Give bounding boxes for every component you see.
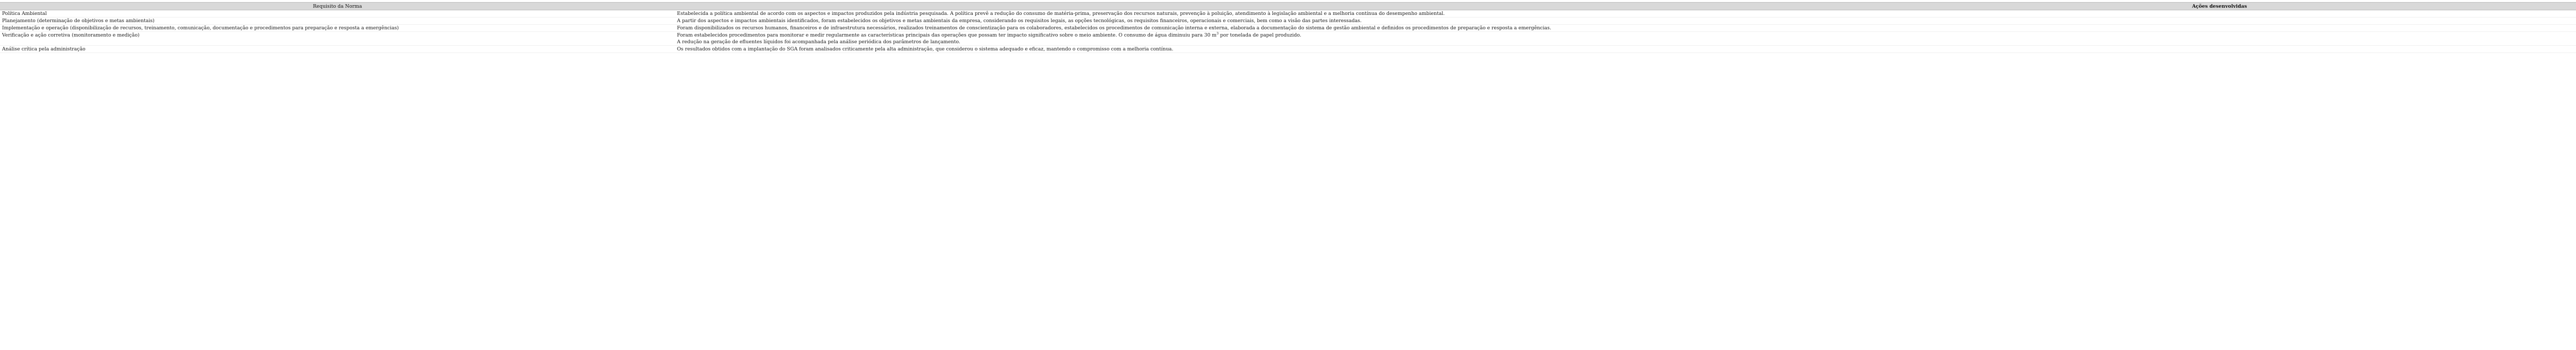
acoes-line: A partir dos aspectos e impactos ambientais identificados, foram estabelecidos os objetivos e metas ambientais da empresa, considerando os requisitos legais, as opções tecnológicas, os requisitos financeiros, operacionais e comerciais, bem como a visão das partes interessadas.	[677, 18, 1362, 24]
table-row	[0, 10, 2576, 18]
acoes-cell	[675, 32, 2576, 46]
acoes-text-tail: por tonelada de papel produzido.	[1218, 32, 1301, 38]
acoes-cell	[675, 18, 2576, 25]
acoes-line: A redução na geração de efluentes líquidos foi acompanhada pela análise periódica dos parâmetros de lançamento.	[677, 39, 960, 45]
acoes-cell	[675, 25, 2576, 32]
requisito-cell: Implementação e operação (disponibilização de recursos, treinamento, comunicação, documentação e procedimentos para preparação e resposta a emergências)	[0, 25, 675, 32]
acoes-line	[677, 32, 2576, 39]
table-row	[0, 18, 2576, 25]
acoes-text: Foram estabelecidos procedimentos para monitorar e medir regularmente as características principais das operações que possam ter impacto significativo sobre o meio ambiente. O consumo de água diminuiu para 30 m	[677, 32, 1217, 38]
header-acoes: Ações desenvolvidas	[675, 3, 2576, 10]
acoes-line: Estabelecida a política ambiental de acordo com os aspectos e impactos produzidos pela indústria pesquisada. A política prevê a redução do consumo de matéria-prima, preservação dos recursos naturais, prevenção à poluição, atendimento à legislação ambiental e a melhoria contínua do desempenho ambiental.	[677, 11, 1445, 16]
acoes-cell	[675, 10, 2576, 18]
table-row	[0, 25, 2576, 32]
header-requisito: Requisito da Norma	[0, 3, 675, 10]
requisito-cell: Análise crítica pela administração	[0, 46, 675, 53]
acoes-line: Os resultados obtidos com a implantação do SGA foram analisados criticamente pela alta administração, que considerou o sistema adequado e eficaz, mantendo o compromisso com a melhoria contínua.	[677, 46, 1174, 52]
acoes-cell	[675, 46, 2576, 53]
acoes-superscript: 3	[1216, 31, 1219, 36]
table-row	[0, 32, 2576, 46]
requisito-cell: Verificação e ação corretiva (monitoramento e medição)	[0, 32, 675, 46]
table-header-row	[0, 3, 2576, 10]
requisito-cell: Planejamento (determinação de objetivos e metas ambientais)	[0, 18, 675, 25]
acoes-line: Foram disponibilizados os recursos humanos, financeiros e de infraestrutura necessários, realizados treinamentos de conscientização para os colaboradores, estabelecidos os procedimentos de comunicação interna e externa, elaborada a documentação do sistema de gestão ambiental e definidos os procedimentos de preparação e resposta a emergências.	[677, 25, 1551, 31]
table-row	[0, 46, 2576, 53]
requisito-cell: Política Ambiental	[0, 10, 675, 18]
requirements-table	[0, 2, 2576, 53]
